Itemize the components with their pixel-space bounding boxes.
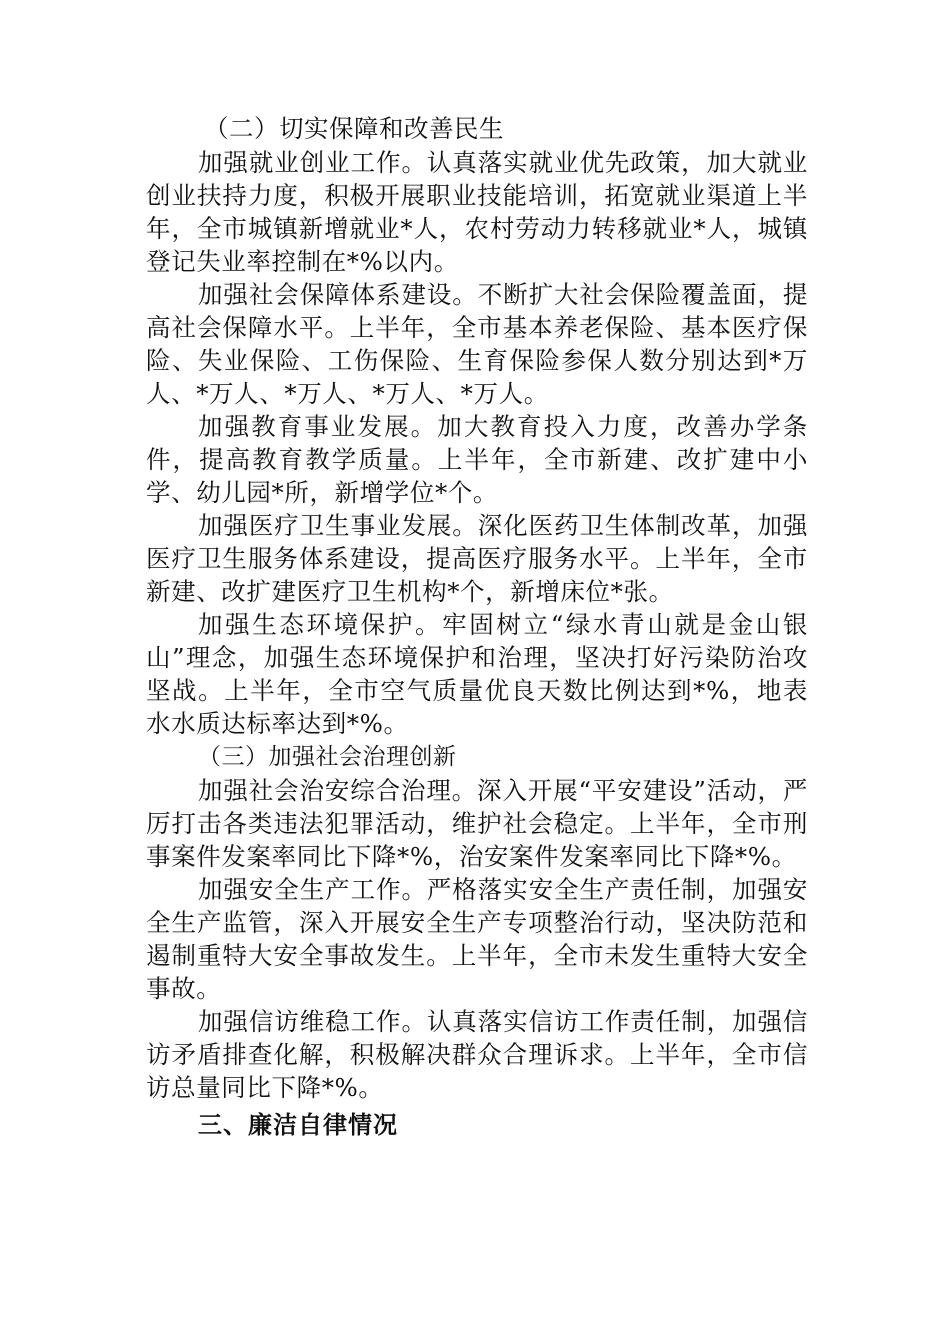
section-heading-social-governance: （三）加强社会治理创新 — [198, 744, 457, 770]
paragraph-employment: 加强就业创业工作。认真落实就业优先政策，加大就业创业扶持力度，积极开展职业技能培训，拓宽就业渠道上半年，全市城镇新增就业*人，农村劳动力转移就业*人，城镇登记失业率控制在*%以内。 — [146, 148, 808, 276]
section-heading-improve-livelihood: （二）切实保障和改善民生 — [204, 114, 504, 143]
chapter-heading-integrity: 三、廉洁自律情况 — [198, 1111, 398, 1139]
paragraph-social-security: 加强社会保障体系建设。不断扩大社会保险覆盖面，提高社会保障水平。上半年，全市基本养老保险、基本医疗保险、失业保险、工伤保险、生育保险参保人数分别达到*万人、*万人、*万人、*万人、*万人。 — [146, 280, 808, 408]
paragraph-health: 加强医疗卫生事业发展。深化医药卫生体制改革，加强医疗卫生服务体系建设，提高医疗服务水平。上半年，全市新建、改扩建医疗卫生机构*个，新增床位*张。 — [146, 511, 808, 606]
paragraph-petition: 加强信访维稳工作。认真落实信访工作责任制，加强信访矛盾排查化解，积极解决群众合理诉求。上半年，全市信访总量同比下降*%。 — [146, 1007, 808, 1102]
paragraph-work-safety: 加强安全生产工作。严格落实安全生产责任制，加强安全生产监管，深入开展安全生产专项整治行动，坚决防范和遏制重特大安全事故发生。上半年，全市未发生重特大安全事故。 — [146, 875, 808, 1003]
paragraph-environment: 加强生态环境保护。牢固树立“绿水青山就是金山银山”理念，加强生态环境保护和治理，坚决打好污染防治攻坚战。上半年，全市空气质量优良天数比例达到*%，地表水水质达标率达到*%。 — [146, 610, 808, 738]
document-body — [146, 112, 808, 1142]
paragraph-education: 加强教育事业发展。加大教育投入力度，改善办学条件，提高教育教学质量。上半年，全市新建、改扩建中小学、幼儿园*所，新增学位*个。 — [146, 412, 808, 507]
paragraph-public-security: 加强社会治安综合治理。深入开展“平安建设”活动，严厉打击各类违法犯罪活动，维护社会稳定。上半年，全市刑事案件发案率同比下降*%，治安案件发案率同比下降*%。 — [146, 776, 808, 871]
